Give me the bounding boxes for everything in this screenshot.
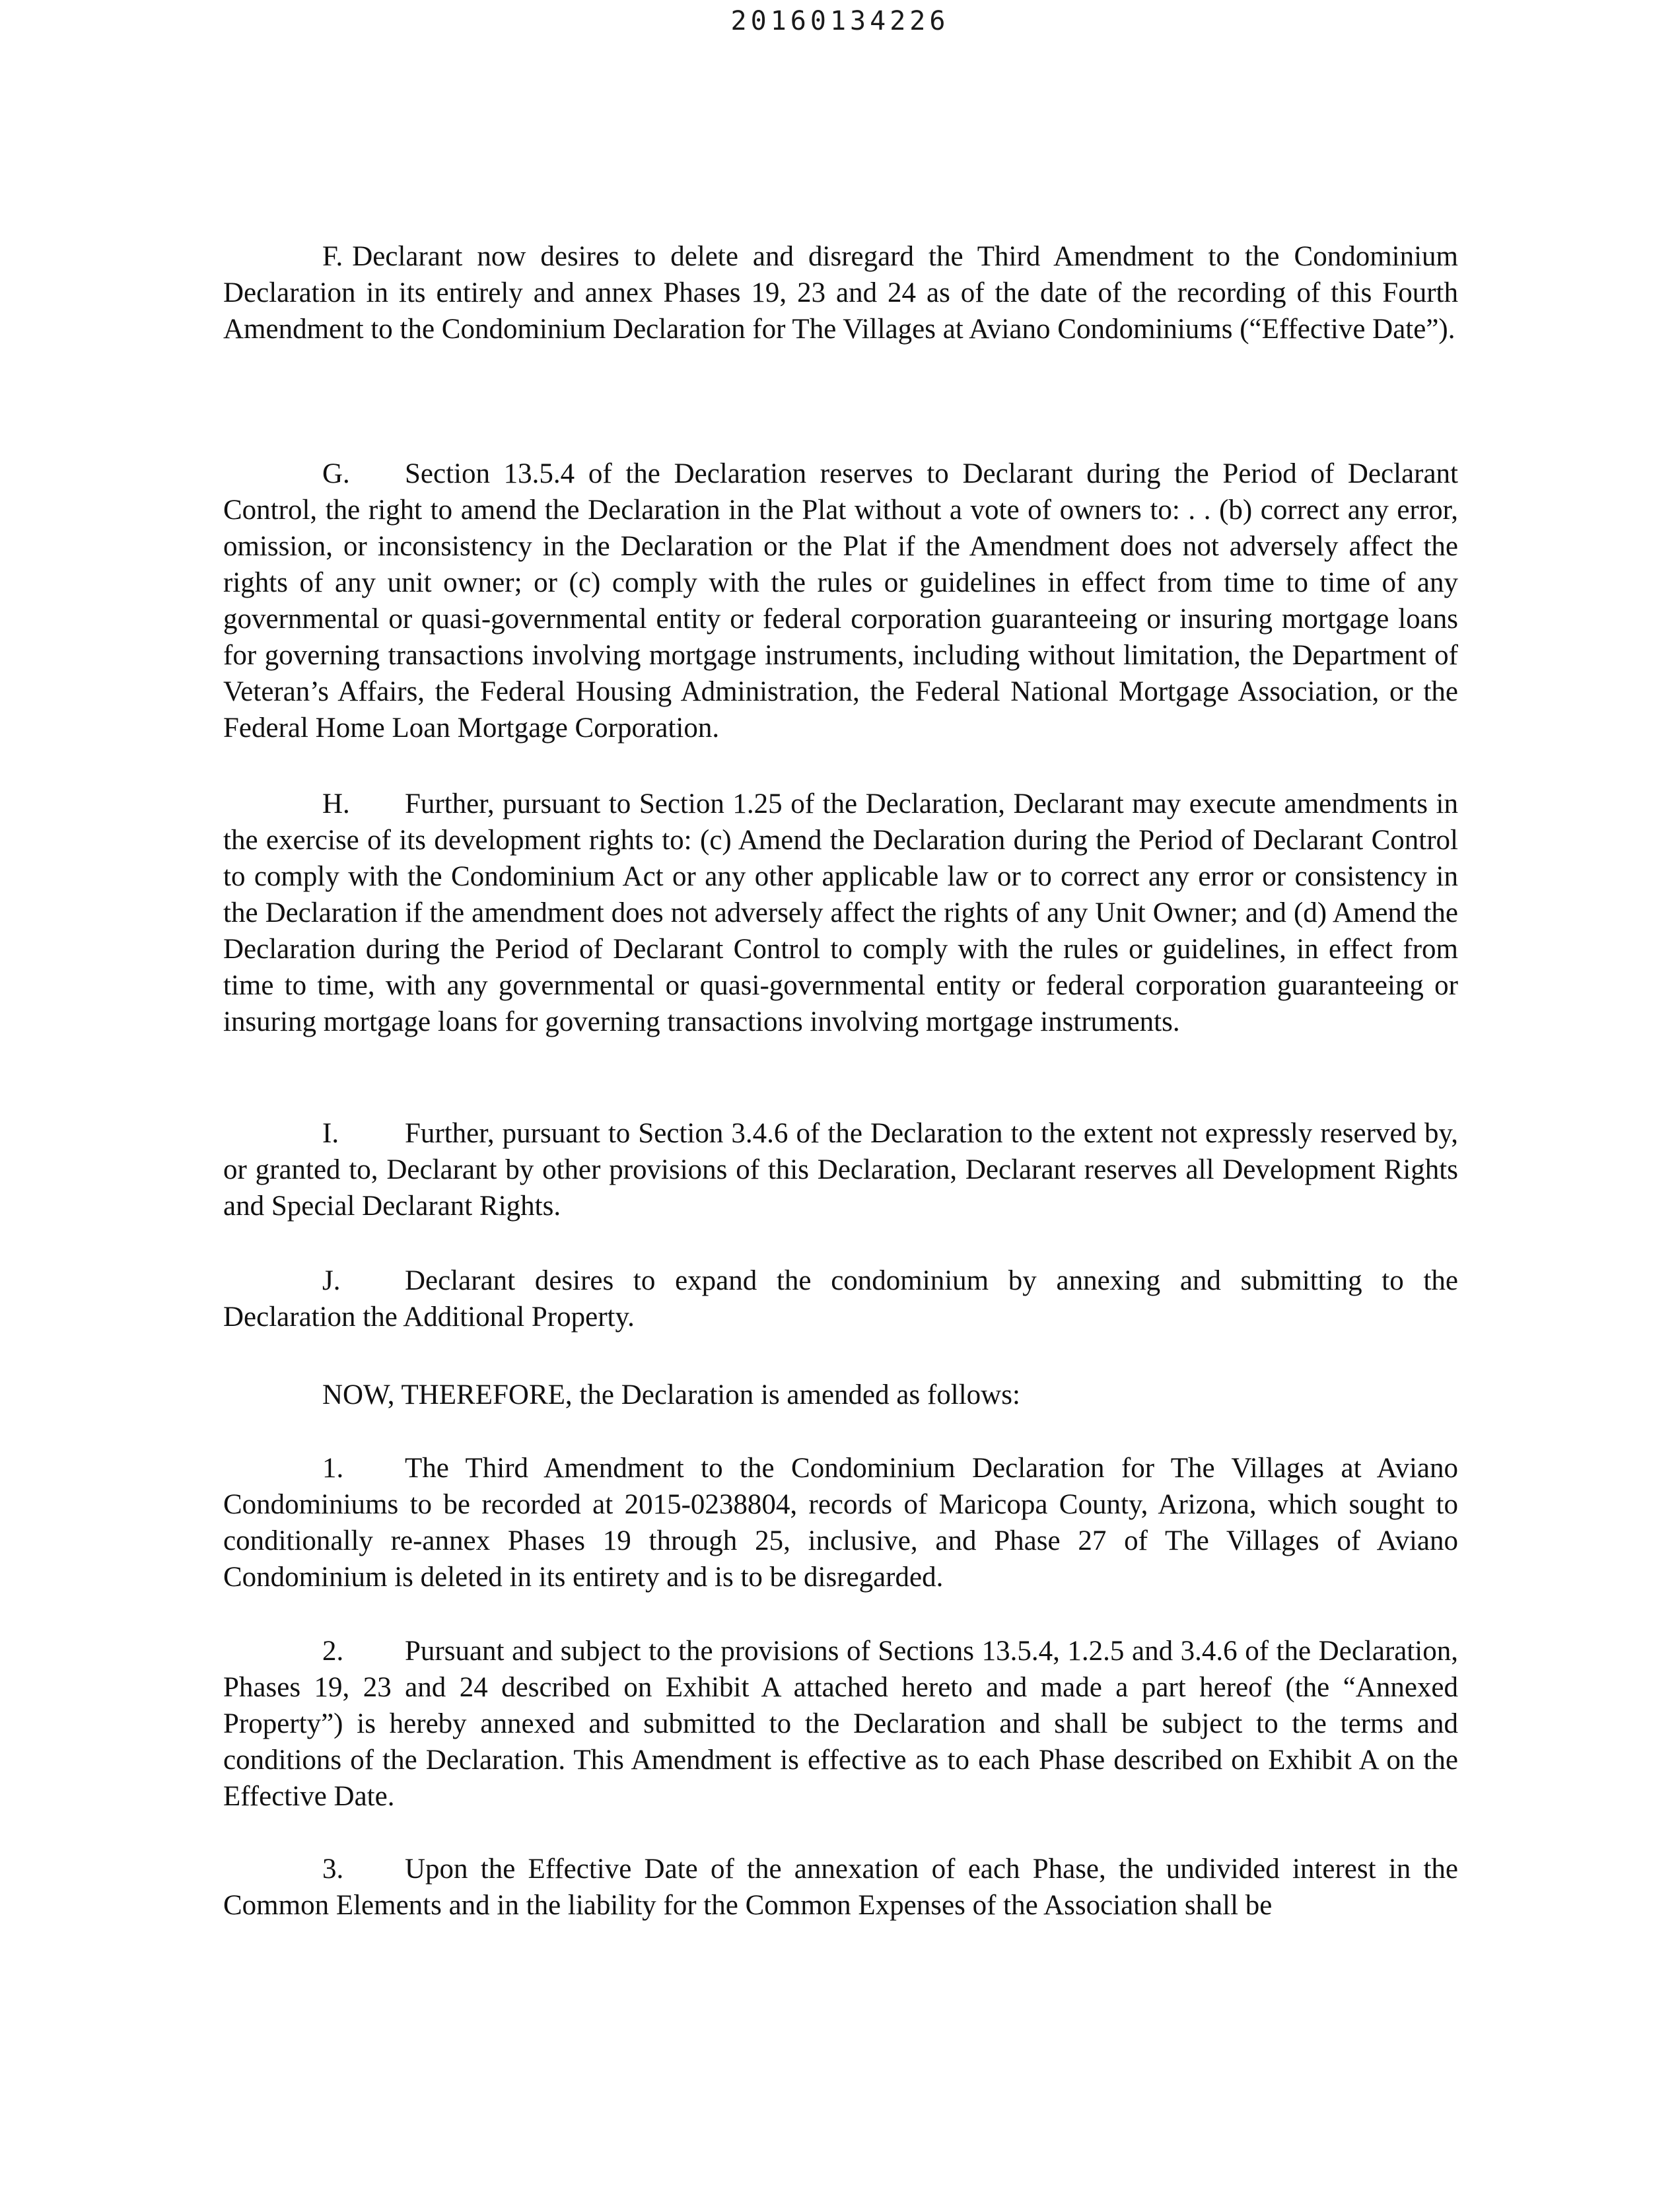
now-therefore-text: NOW, THEREFORE, the Declaration is amended as follows: [322,1379,1020,1410]
recital-f-text: Declarant now desires to delete and disregard the Third Amendment to the Condominium Declaration in its entirely and annex Phases 19, 23 and 24 as of the date of the recording of this Fourth Amendment to the Condominium Declaration for The Villages at Aviano Condominiums (“Effective Date”). [223,241,1458,345]
recital-g [223,456,1458,746]
recital-j [223,1263,1458,1335]
amendment-item-1-text: The Third Amendment to the Condominium Declaration for The Villages at Aviano Condominiums to be recorded at 2015-0238804, records of Maricopa County, Arizona, which sought to conditionally re-annex Phases 19 through 25, inclusive, and Phase 27 of The Villages of Aviano Condominium is deleted in its entirety and is to be disregarded. [223,1453,1458,1593]
recital-i [223,1115,1458,1224]
amendment-item-2 [223,1633,1458,1815]
recital-j-text: Declarant desires to expand the condominium by annexing and submitting to the Declaration the Additional Property. [223,1265,1458,1333]
amendment-item-3-text: Upon the Effective Date of the annexation of each Phase, the undivided interest in the Common Elements and in the liability for the Common Expenses of the Association shall be [223,1854,1458,1921]
recital-f [223,238,1458,347]
now-therefore-clause [223,1377,1458,1413]
recital-i-label: I. [322,1118,339,1149]
recital-g-text: Section 13.5.4 of the Declaration reserves to Declarant during the Period of Declarant Control, the right to amend the Declaration in the Plat without a vote of owners to: . . (b) correct any error, omission, or inconsistency in the Declaration or the Plat if the Amendment does not adversely affect the rights of any unit owner; or (c) comply with the rules or guidelines in effect from time to time of any governmental or quasi-governmental entity or federal corporation guaranteeing or insuring mortgage loans for governing transactions involving mortgage instruments, including without limitation, the Department of Veteran’s Affairs, the Federal Housing Administration, the Federal National Mortgage Association, or the Federal Home Loan Mortgage Corporation. [223,458,1458,744]
recital-i-text: Further, pursuant to Section 3.4.6 of the Declaration to the extent not expressly reserved by, or granted to, Declarant by other provisions of this Declaration, Declarant reserves all Development Rights and Special Declarant Rights. [223,1118,1458,1222]
recital-h-label: H. [322,788,350,819]
amendment-item-2-label: 2. [322,1636,344,1667]
recital-g-label: G. [322,458,350,489]
amendment-item-1-label: 1. [322,1453,344,1484]
recital-h-text: Further, pursuant to Section 1.25 of the Declaration, Declarant may execute amendments in the exercise of its development rights to: (c) Amend the Declaration during the Period of Declarant Control to comply with the Condominium Act or any other applicable law or to correct any error or consistency in the Declaration if the amendment does not adversely affect the rights of any Unit Owner; and (d) Amend the Declaration during the Period of Declarant Control to comply with the rules or guidelines, in effect from time to time, with any governmental or quasi-governmental entity or federal corporation guaranteeing or insuring mortgage loans for governing transactions involving mortgage instruments. [223,788,1458,1037]
recording-number: 20160134226 [730,6,950,36]
amendment-item-2-text: Pursuant and subject to the provisions of Sections 13.5.4, 1.2.5 and 3.4.6 of the Declaration, Phases 19, 23 and 24 described on Exhibit A attached hereto and made a part hereof (the “Annexed Property”) is hereby annexed and submitted to the Declaration and shall be subject to the terms and conditions of the Declaration. This Amendment is effective as to each Phase described on Exhibit A on the Effective Date. [223,1636,1458,1812]
amendment-item-3-label: 3. [322,1854,344,1885]
amendment-item-3 [223,1851,1458,1924]
recital-j-label: J. [322,1265,341,1296]
amendment-item-1 [223,1450,1458,1595]
recital-h [223,786,1458,1040]
recital-f-label: F. [322,241,343,272]
